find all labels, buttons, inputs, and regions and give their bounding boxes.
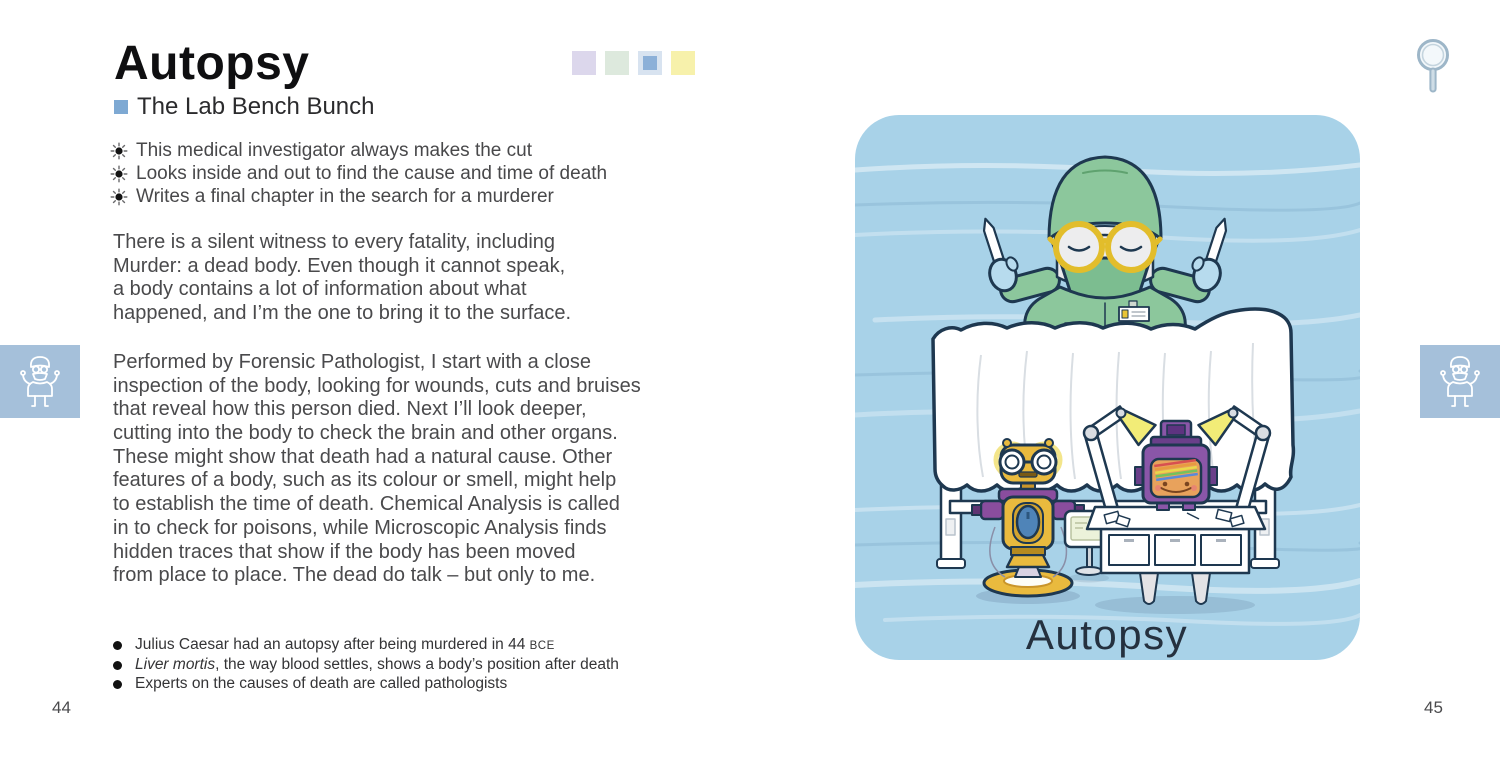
fact-list [113,636,619,695]
highlight-list [110,139,607,208]
series-marker-square [114,100,128,114]
bullet-dot-icon [113,661,122,670]
bullet-dot-icon [113,641,122,650]
swatch-inner [643,56,657,70]
color-swatch-blue-selected[interactable] [638,51,662,75]
color-swatch-purple[interactable] [572,51,596,75]
fact-item [113,675,619,695]
swatch-inner [610,56,624,70]
series-title-label: The Lab Bench Bunch [137,93,375,120]
swatch-inner [577,56,591,70]
illustration-card [855,115,1360,660]
swatch-inner [676,56,690,70]
sun-bullet-icon [110,142,128,160]
series-title [114,93,375,121]
highlight-text: This medical investigator always makes the cut [136,139,532,161]
fact-text: Experts on the causes of death are called pathologists [135,675,508,692]
category-swatches [572,51,695,75]
surgeon-tab-icon [1437,353,1483,411]
highlight-text: Looks inside and out to find the cause and time of death [136,162,608,184]
bullet-dot-icon [113,680,122,689]
page-number-right: 45 [1424,698,1443,717]
highlight-item [110,185,607,208]
autopsy-illustration [855,115,1360,660]
body-paragraph: Performed by Forensic Pathologist, I start with a close inspection of the body, looking for wounds, cuts and bruises that reveal how this person died. Next I’ll look deeper, cutting into the body to check the brain and other organs. These might show that death had a natural cause. Other features of a body, such as its colour or smell, might help to establish the time of death. Chemical Analysis is called in to check for poisons, while Microscopic Analysis finds hidden traces that show if the body has been moved from place to place. The dead do talk – but only to me. [113,351,641,587]
surgeon-tab-icon [17,353,63,411]
color-swatch-yellow[interactable] [671,51,695,75]
illustration-caption: Autopsy [1025,611,1189,658]
page-number-left: 44 [52,698,71,717]
sheet [933,309,1293,491]
color-swatch-green[interactable] [605,51,629,75]
highlight-item [110,139,607,162]
sun-bullet-icon [110,188,128,206]
highlight-item [110,162,607,185]
page-title: Autopsy [114,37,310,90]
side-tab-left[interactable] [0,345,80,418]
fact-text: Liver mortis, the way blood settles, shows a body’s position after death [135,655,619,673]
highlight-text: Writes a final chapter in the search for a murderer [136,185,554,207]
sun-bullet-icon [110,165,128,183]
fact-text: Julius Caesar had an autopsy after being murdered in 44 BCE [135,636,555,653]
side-tab-right[interactable] [1420,345,1500,418]
magnifier-icon[interactable] [1408,34,1458,105]
intro-paragraph: There is a silent witness to every fatality, including Murder: a dead body. Even though it cannot speak, a body contains a lot of information about what happened, and I’m the one to bring it to the surface. [113,231,572,325]
fact-item [113,656,619,676]
fact-item [113,636,619,656]
